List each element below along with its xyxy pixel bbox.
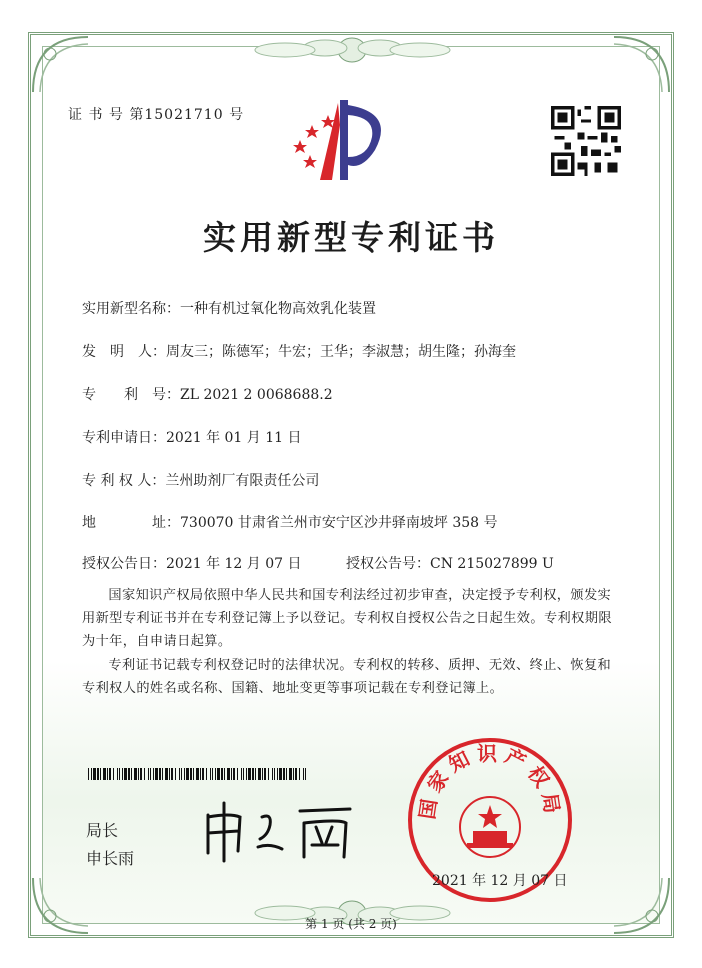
- address-label: 地 址：: [82, 515, 180, 531]
- certificate-number-label: 证 书 号 第: [68, 107, 145, 123]
- legal-status-paragraph: 专利证书记载专利权登记时的法律状况。专利权的转移、质押、无效、终止、恢复和专利权人的姓名或名称、国籍、地址变更等事项记载在专利登记簿上。: [82, 658, 612, 696]
- patent-office-logo: [290, 95, 400, 185]
- page-number: 第 1 页 (共 2 页): [305, 917, 397, 931]
- top-floral-ornament: [240, 30, 465, 70]
- director-name: 申长雨: [86, 849, 135, 868]
- filing-date-label: 专利申请日：: [82, 430, 166, 446]
- certificate-number-value: 15021710: [144, 107, 224, 123]
- qr-code: [551, 106, 621, 176]
- patent-number-label: 专 利 号：: [82, 387, 180, 403]
- patent-holder-label: 专 利 权 人：: [82, 473, 166, 489]
- address-value: 730070 甘肃省兰州市安宁区沙井驿南坡坪 358 号: [180, 515, 498, 531]
- certificate-number-suffix: 号: [229, 107, 245, 123]
- utility-model-name-row: [82, 298, 376, 318]
- utility-model-name-label: 实用新型名称：: [82, 301, 180, 317]
- seal-date: 2021 年 12 月 07 日: [432, 873, 568, 889]
- grant-date-label: 授权公告日：: [82, 556, 166, 572]
- certificate-title: 实用新型专利证书: [203, 218, 499, 257]
- inventor-value: 周友三；陈德军；牛宏；王华；李淑慧；胡生隆；孙海奎: [166, 344, 516, 360]
- utility-model-name-value: 一种有机过氧化物高效乳化装置: [180, 301, 376, 317]
- grant-number-row: [346, 553, 554, 573]
- patent-holder-value: 兰州助剂厂有限责任公司: [165, 473, 320, 489]
- certificate-number: [68, 104, 244, 124]
- grant-number-label: 授权公告号：: [346, 556, 430, 572]
- inventor-label: 发 明 人：: [82, 344, 166, 360]
- seal-text: 国家知识产权局: [414, 741, 566, 821]
- corner-ornament-top-right: [604, 32, 674, 102]
- grant-number-value: CN 215027899 U: [430, 556, 554, 572]
- handwritten-signature: [200, 795, 380, 865]
- barcode: [88, 768, 308, 780]
- patent-number-value: ZL 2021 2 0068688.2: [180, 387, 333, 403]
- address-row: [82, 512, 498, 532]
- filing-date-value: 2021 年 01 月 11 日: [166, 430, 302, 446]
- patent-holder-row: [82, 470, 319, 490]
- director-title: 局长: [86, 821, 119, 840]
- grant-statement-paragraph: 国家知识产权局依照中华人民共和国专利法经过初步审查，决定授予专利权，颁发实用新型专利证书并在专利登记簿上予以登记。专利权自授权公告之日起生效。专利权期限为十年，自申请日起算。: [82, 588, 612, 649]
- grant-date-value: 2021 年 12 月 07 日: [166, 556, 302, 572]
- patent-number-row: [82, 384, 333, 404]
- filing-date-row: [82, 427, 302, 447]
- inventor-row: [82, 341, 516, 361]
- corner-ornament-top-left: [28, 32, 98, 102]
- grant-date-row: [82, 553, 302, 573]
